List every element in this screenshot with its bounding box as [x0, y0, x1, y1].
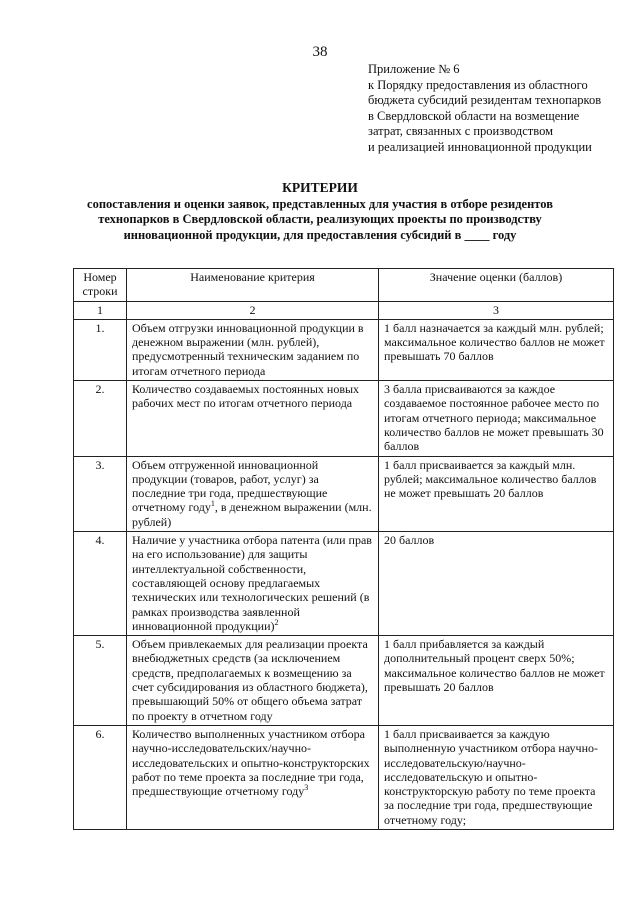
criterion-cell: [127, 319, 379, 380]
criterion-text: Количество создаваемых постоянных новых рабочих мест по итогам отчетного периода: [132, 382, 360, 411]
appendix-line: Приложение № 6: [368, 62, 460, 76]
row-number: 1.: [74, 319, 127, 380]
criterion-cell: [127, 532, 379, 636]
table-row: [74, 725, 614, 829]
table-row: [74, 319, 614, 380]
title-line: инновационной продукции, для предоставления субсидий в ____ году: [123, 227, 517, 242]
footnote-mark: 1: [210, 499, 215, 509]
appendix-note: [368, 62, 630, 155]
criterion-cell: [127, 725, 379, 829]
score-cell: 1 балл прибавляется за каждый дополнительный процент сверх 50%; максимальное количество баллов не может превышать 20 баллов: [379, 636, 614, 726]
document-title: [0, 180, 640, 243]
criterion-text: Объем привлекаемых для реализации проекта внебюджетных средств (за исключением средств, предполагаемых к возмещению за счет субсидирования из областного бюджета), превышающий 50% от общего объема затрат по проекту в отчетном году: [132, 637, 368, 723]
row-number: 3.: [74, 456, 127, 531]
header-score: Значение оценки (баллов): [379, 269, 614, 302]
appendix-line: бюджета субсидий резидентам технопарков: [368, 93, 602, 107]
footnote-mark: 3: [304, 783, 309, 793]
criterion-text: Объем отгруженной инновационной продукции (товаров, работ, услуг) за последние три года, предшествующие отчетному году: [132, 457, 328, 515]
table-row: [74, 456, 614, 531]
score-cell: 1 балл присваивается за каждую выполненную участником отбора научно-исследовательскую/научно-исследовательскую и опытно-конструкторскую работу по теме проекта за последние три года, предшествующие отчетному году;: [379, 725, 614, 829]
table-row: [74, 636, 614, 726]
title-main: КРИТЕРИИ: [282, 180, 358, 195]
score-cell: 3 балла присваиваются за каждое создаваемое постоянное рабочее место по итогам отчетного периода; максимальное количество баллов не может превышать 30 баллов: [379, 381, 614, 456]
table-header-row: [74, 269, 614, 302]
column-number-row: [74, 301, 614, 319]
table-row: [74, 532, 614, 636]
row-number: 5.: [74, 636, 127, 726]
title-line: сопоставления и оценки заявок, представленных для участия в отборе резидентов: [87, 196, 553, 211]
row-number: 4.: [74, 532, 127, 636]
footnote-mark: 2: [274, 617, 279, 627]
column-number: 2: [127, 301, 379, 319]
criterion-cell: [127, 456, 379, 531]
appendix-line: к Порядку предоставления из областного: [368, 77, 588, 92]
appendix-line: и реализацией инновационной продукции: [368, 139, 592, 154]
column-number: 3: [379, 301, 614, 319]
criterion-cell: [127, 636, 379, 726]
appendix-line: затрат, связанных с производством: [368, 124, 554, 138]
column-number: 1: [74, 301, 127, 319]
criterion-text: Наличие у участника отбора патента (или прав на его использование) для защиты интеллектуальной собственности, составляющей основу предлагаемых технических или технологических решений (в рамках производства заявленной инновационной продукции): [132, 533, 372, 633]
appendix-line: в Свердловской области на возмещение: [368, 108, 580, 123]
score-cell: 20 баллов: [379, 532, 614, 636]
header-criterion: Наименование критерия: [127, 269, 379, 302]
row-number: 2.: [74, 381, 127, 456]
page-number: 38: [312, 44, 328, 60]
score-cell: 1 балл назначается за каждый млн. рублей; максимальное количество баллов не может превышать 70 баллов: [379, 319, 614, 380]
criteria-table: [73, 268, 614, 830]
score-cell: 1 балл присваивается за каждый млн. рублей; максимальное количество баллов не может превышать 20 баллов: [379, 456, 614, 531]
criterion-cell: [127, 381, 379, 456]
table-row: [74, 381, 614, 456]
header-row-number: Номер строки: [74, 269, 127, 302]
criterion-text: Объем отгрузки инновационной продукции в денежном выражении (млн. рублей), предусмотренный техническим заданием по итогам отчетного периода: [132, 320, 364, 378]
criterion-text: Количество выполненных участником отбора научно-исследовательских/научно-исследовательских и опытно-конструкторских работ по теме проекта за последние три года, предшествующие отчетному году: [132, 726, 370, 799]
criterion-text: , в денежном выражении (млн. рублей): [132, 500, 372, 529]
row-number: 6.: [74, 725, 127, 829]
title-line: технопарков в Свердловской области, реализующих проекты по производству: [98, 212, 542, 226]
